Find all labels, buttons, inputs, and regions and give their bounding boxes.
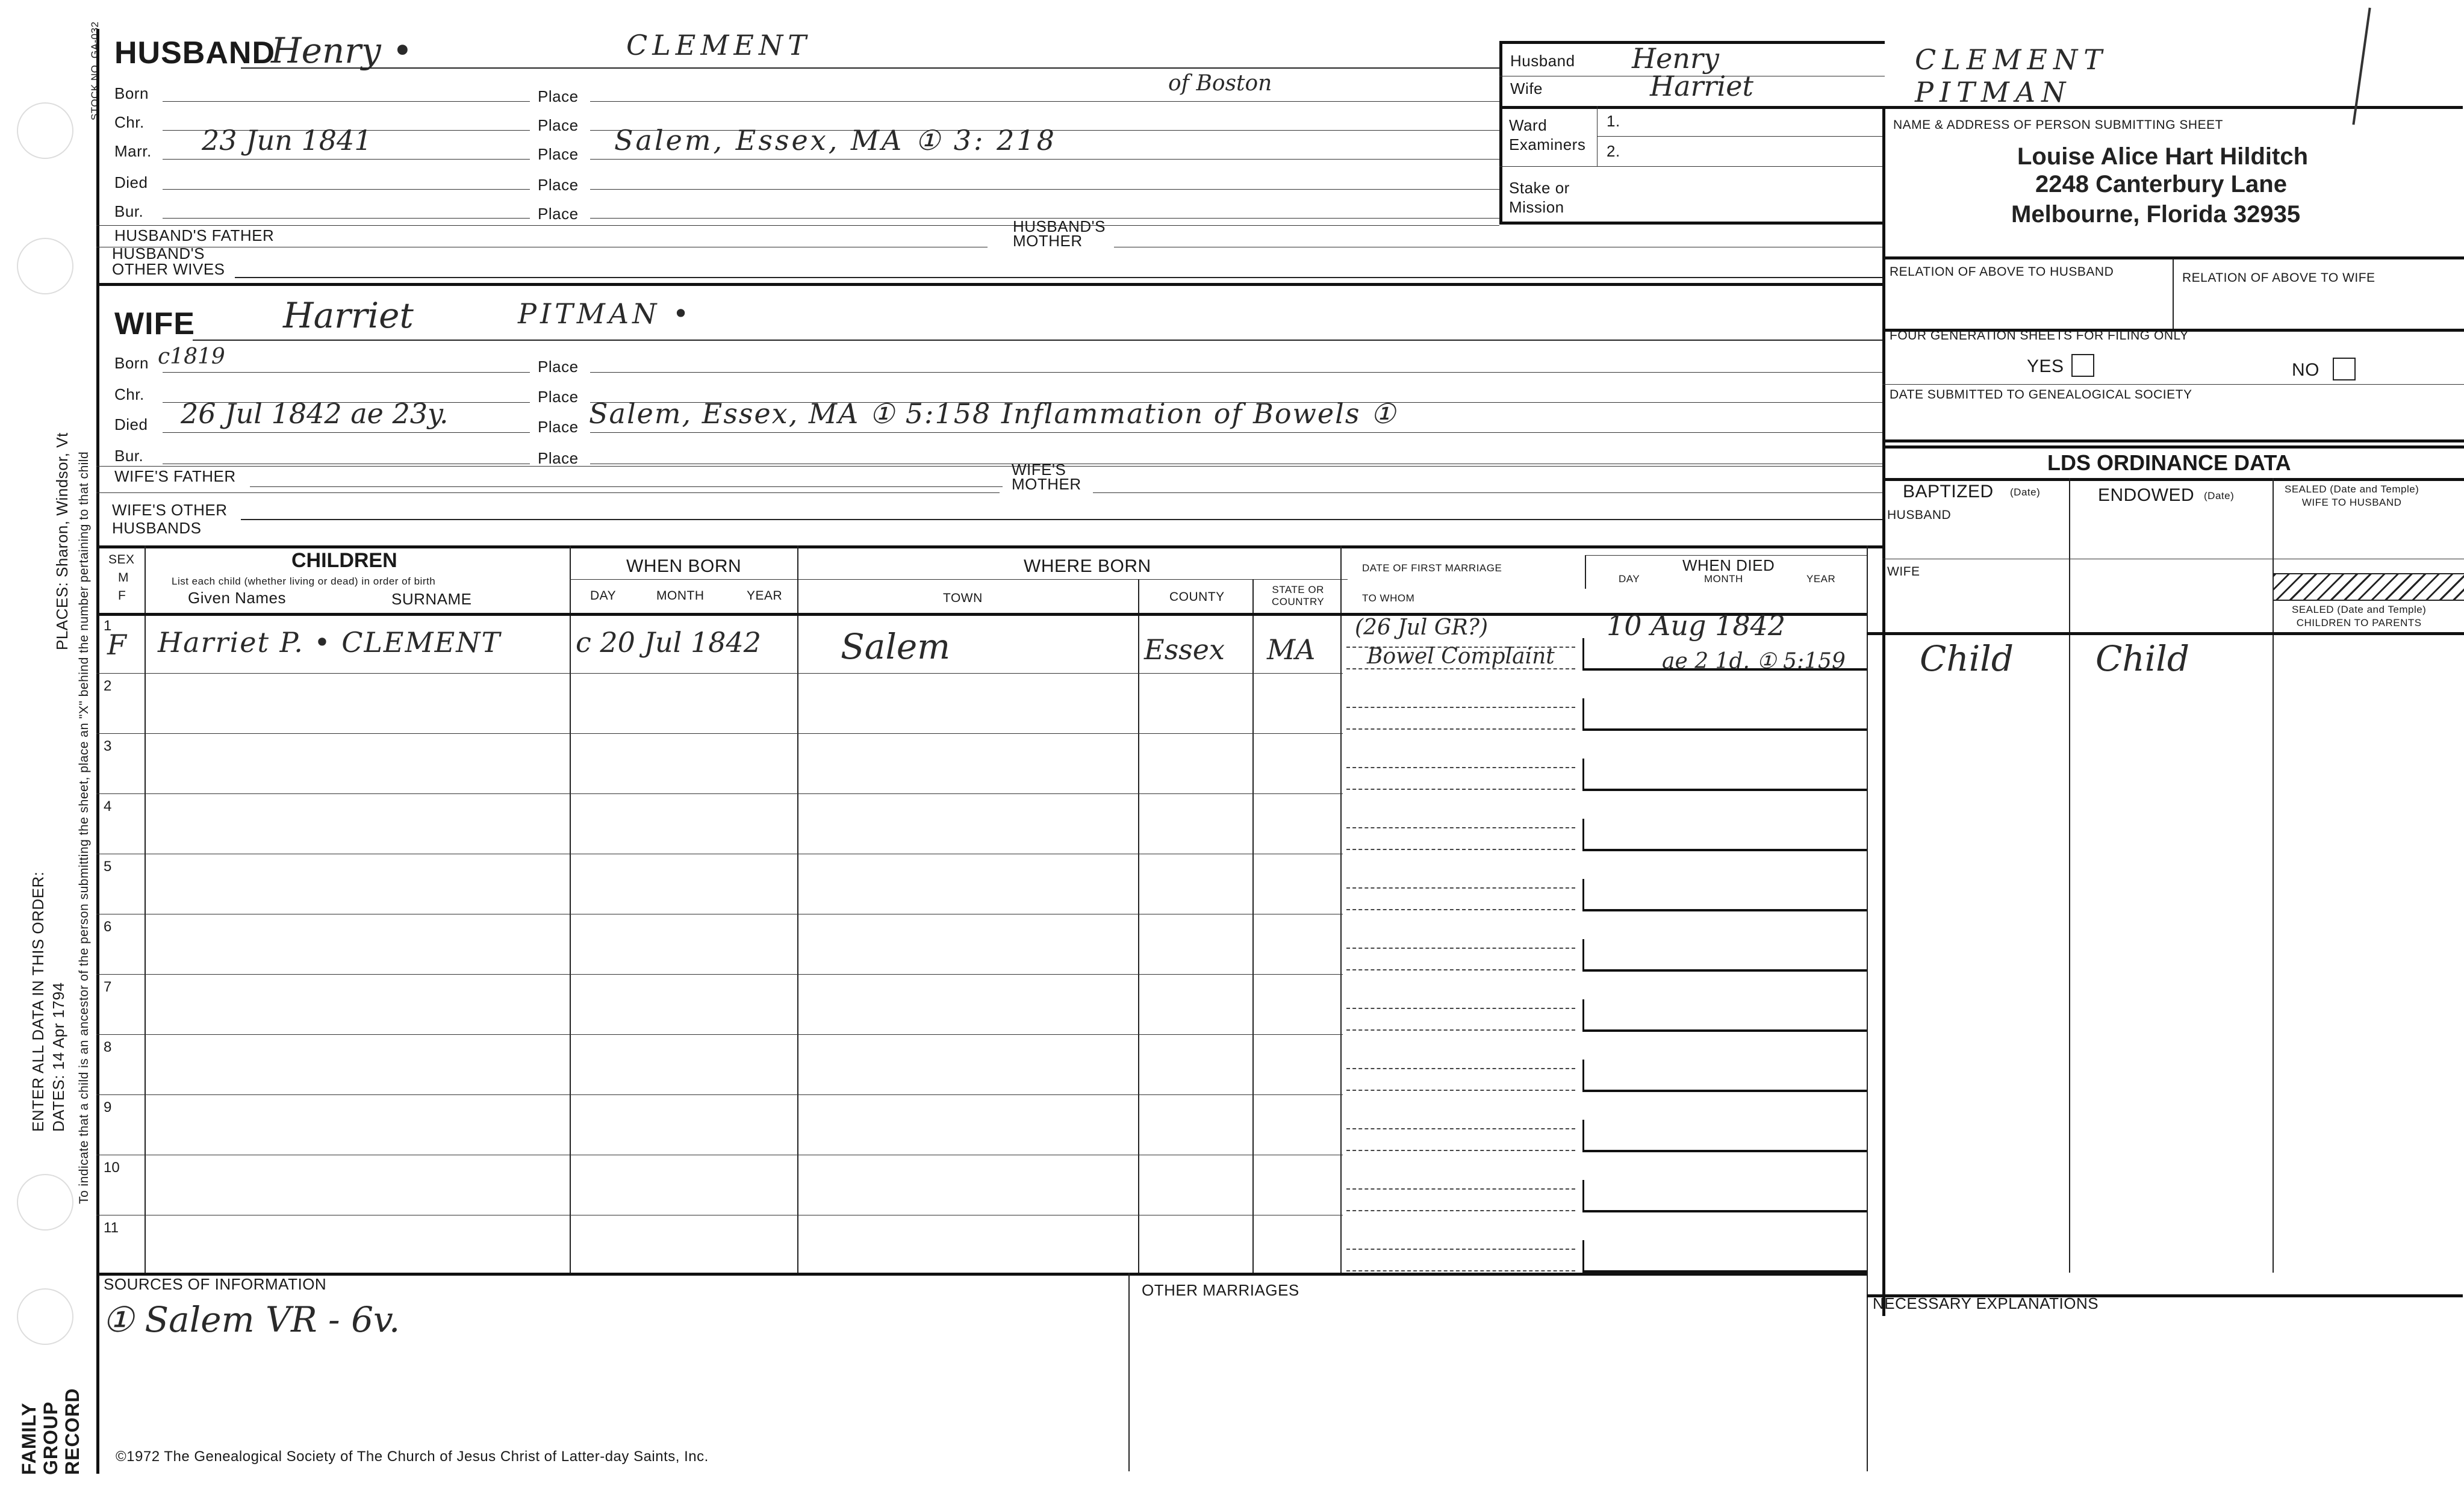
- row-number: 5: [104, 858, 112, 875]
- children-note: List each child (whether living or dead) in order of birth: [172, 576, 436, 587]
- sources-label: SOURCES OF INFORMATION: [104, 1275, 327, 1293]
- husbands-father-label: HUSBAND'S FATHER: [114, 226, 275, 244]
- places-header: PLACES: Sharon, Windsor, Vt: [53, 432, 71, 650]
- wifes-father-label: WIFE'S FATHER: [114, 467, 236, 485]
- husband-given-name: Henry •: [271, 30, 413, 71]
- given-names-header: Given Names: [188, 589, 286, 607]
- child1-name: Harriet P. • CLEMENT: [158, 626, 502, 659]
- wife-bur-label: Bur.: [114, 447, 144, 465]
- town-header: TOWN: [943, 591, 983, 605]
- first-marriage-header: DATE OF FIRST MARRIAGE: [1362, 562, 1502, 574]
- sex-label: SEX: [108, 553, 135, 566]
- ordinance-wife-label: WIFE: [1887, 565, 1920, 579]
- child1-sex: F: [107, 629, 126, 661]
- stake-mission-label: Stake or Mission: [1509, 179, 1570, 216]
- child1-baptized: Child: [1920, 638, 2014, 679]
- lds-heading: LDS ORDINANCE DATA: [2047, 450, 2291, 475]
- wife-chr-label: Chr.: [114, 385, 145, 403]
- row-number: 1: [104, 618, 112, 634]
- wife-died-date: 26 Jul 1842 ae 23y.: [181, 397, 449, 430]
- husband-born-label: Born: [114, 84, 149, 102]
- yes-checkbox[interactable]: [2071, 354, 2094, 377]
- enter-order-label: ENTER ALL DATA IN THIS ORDER:: [29, 871, 47, 1132]
- children-heading: CHILDREN: [291, 549, 397, 572]
- when-died-header: WHEN DIED: [1682, 556, 1775, 574]
- no-checkbox[interactable]: [2333, 358, 2356, 380]
- husband-chr-place-label: Place: [538, 116, 579, 134]
- surname-header: SURNAME: [391, 590, 472, 608]
- child1-died-note: ae 2 1d. ① 5:159: [1662, 649, 1846, 674]
- husband-bur-label: Bur.: [114, 202, 144, 220]
- hatched-area: [2273, 573, 2464, 601]
- row-number: 2: [104, 678, 112, 694]
- examiner-2-label: 2.: [1607, 142, 1620, 160]
- copyright: ©1972 The Genealogical Society of The Church of Jesus Christ of Latter-day Saints, Inc.: [116, 1448, 709, 1465]
- husbands-other-wives-label: HUSBAND'S OTHER WIVES: [112, 244, 225, 278]
- child1-cause: Bowel Complaint: [1367, 644, 1555, 669]
- sex-m-label: M: [118, 571, 129, 585]
- row-number: 9: [104, 1099, 112, 1116]
- born-year-header: YEAR: [747, 589, 783, 603]
- date-submitted-label: DATE SUBMITTED TO GENEALOGICAL SOCIETY: [1890, 388, 2192, 402]
- wife-bur-place-label: Place: [538, 449, 579, 467]
- baptized-date-label: (Date): [2010, 486, 2041, 498]
- wife-died-label: Died: [114, 415, 148, 433]
- wife-born-date: c1819: [158, 344, 225, 369]
- wifes-mother-label: WIFE'S MOTHER: [1012, 461, 1081, 493]
- child1-county: Essex: [1144, 633, 1225, 666]
- child1-state: MA: [1267, 633, 1316, 666]
- husband-died-label: Died: [114, 173, 148, 191]
- wife-died-place-label: Place: [538, 418, 579, 436]
- born-day-header: DAY: [590, 589, 617, 603]
- endowed-date-label: (Date): [2204, 490, 2235, 501]
- husbands-mother-label: HUSBAND'S MOTHER: [1013, 217, 1106, 250]
- county-header: COUNTY: [1169, 590, 1225, 604]
- when-born-header: WHEN BORN: [626, 556, 742, 576]
- row-number: 10: [104, 1159, 120, 1176]
- sealed-children-label: SEALED (Date and Temple) CHILDREN TO PARENTS: [2292, 604, 2427, 629]
- dates-label: DATES: 14 Apr 1794: [49, 982, 67, 1132]
- row-number: 7: [104, 979, 112, 995]
- husband-marriage-place: Salem, Essex, MA ① 3: 218: [614, 124, 1057, 157]
- submitter-name: Louise Alice Hart Hilditch: [2017, 143, 2309, 170]
- wifes-other-husbands-label: WIFE'S OTHER HUSBANDS: [112, 501, 228, 537]
- born-month-header: MONTH: [656, 589, 705, 603]
- row-number: 11: [104, 1220, 119, 1236]
- no-label: NO: [2292, 360, 2319, 380]
- row-number: 4: [104, 798, 112, 815]
- box-husband-label: Husband: [1510, 52, 1575, 70]
- wife-heading: WIFE: [114, 306, 195, 341]
- child1-died: 10 Aug 1842: [1607, 609, 1786, 642]
- wife-born-place-label: Place: [538, 358, 579, 376]
- submitter-city: Melbourne, Florida 32935: [2011, 201, 2301, 228]
- husband-marr-place-label: Place: [538, 145, 579, 163]
- form-title: FAMILY GROUP RECORD: [18, 1388, 83, 1475]
- wife-surname: PITMAN •: [518, 297, 693, 330]
- endowed-label: ENDOWED: [2098, 485, 2195, 505]
- died-month-header: MONTH: [1704, 573, 1743, 585]
- box-husband-name: Henry: [1632, 42, 1719, 75]
- husband-died-place-label: Place: [538, 176, 579, 194]
- child1-born: c 20 Jul 1842: [576, 626, 762, 659]
- sources-entry: ① Salem VR - 6v.: [102, 1299, 400, 1340]
- stock-number: STOCK NO. GA-032: [89, 21, 101, 120]
- sex-f-label: F: [118, 589, 126, 603]
- child1-town: Salem: [841, 626, 951, 667]
- husband-born-place: of Boston: [1168, 71, 1272, 96]
- husband-marr-label: Marr.: [114, 142, 152, 160]
- submitter-street: 2248 Canterbury Lane: [2035, 171, 2287, 197]
- ordinance-husband-label: HUSBAND: [1887, 508, 1952, 522]
- wife-died-place: Salem, Essex, MA ① 5:158 Inflammation of Bowels ①: [589, 397, 1397, 430]
- ancestor-instruction: To indicate that a child is an ancestor of the person submitting the sheet, place an "X" behind the number pertaining to that child: [77, 451, 91, 1204]
- box-wife-surname: PITMAN: [1915, 76, 2072, 108]
- state-header: STATE OR COUNTRY: [1272, 584, 1325, 607]
- row-number: 3: [104, 738, 112, 754]
- died-year-header: YEAR: [1806, 573, 1836, 585]
- to-whom-header: TO WHOM: [1362, 592, 1415, 604]
- row-number: 8: [104, 1039, 112, 1055]
- baptized-label: BAPTIZED: [1903, 482, 1994, 501]
- row-number: 6: [104, 919, 112, 935]
- box-wife-name: Harriet: [1650, 70, 1753, 102]
- yes-label: YES: [2027, 356, 2064, 376]
- relation-wife-label: RELATION OF ABOVE TO WIFE: [2182, 271, 2375, 285]
- examiner-1-label: 1.: [1607, 112, 1620, 130]
- sealed-wife-label: SEALED (Date and Temple) WIFE TO HUSBAND: [2285, 483, 2419, 508]
- box-wife-label: Wife: [1510, 79, 1543, 98]
- four-generation-label: FOUR GENERATION SHEETS FOR FILING ONLY: [1890, 329, 2189, 343]
- child1-endowed: Child: [2095, 638, 2189, 679]
- child1-marriage: (26 Jul GR?): [1355, 615, 1489, 640]
- husband-marriage-date: 23 Jun 1841: [202, 124, 372, 157]
- husband-born-place-label: Place: [538, 87, 579, 105]
- husband-chr-label: Chr.: [114, 113, 145, 131]
- wife-given-name: Harriet: [283, 295, 414, 336]
- wife-born-label: Born: [114, 354, 149, 372]
- where-born-header: WHERE BORN: [1024, 556, 1151, 576]
- ward-examiners-label: Ward Examiners: [1509, 116, 1586, 154]
- other-marriages-label: OTHER MARRIAGES: [1142, 1281, 1299, 1299]
- died-day-header: DAY: [1619, 573, 1640, 585]
- husband-bur-place-label: Place: [538, 205, 579, 223]
- relation-husband-label: RELATION OF ABOVE TO HUSBAND: [1890, 265, 2114, 279]
- submitter-address-label: NAME & ADDRESS OF PERSON SUBMITTING SHEET: [1893, 118, 2223, 132]
- husband-surname: CLEMENT: [626, 29, 811, 61]
- husband-heading: HUSBAND: [114, 36, 275, 70]
- wife-chr-place-label: Place: [538, 388, 579, 406]
- necessary-explanations-label: NECESSARY EXPLANATIONS: [1873, 1294, 2099, 1312]
- box-husband-surname: CLEMENT: [1915, 43, 2108, 76]
